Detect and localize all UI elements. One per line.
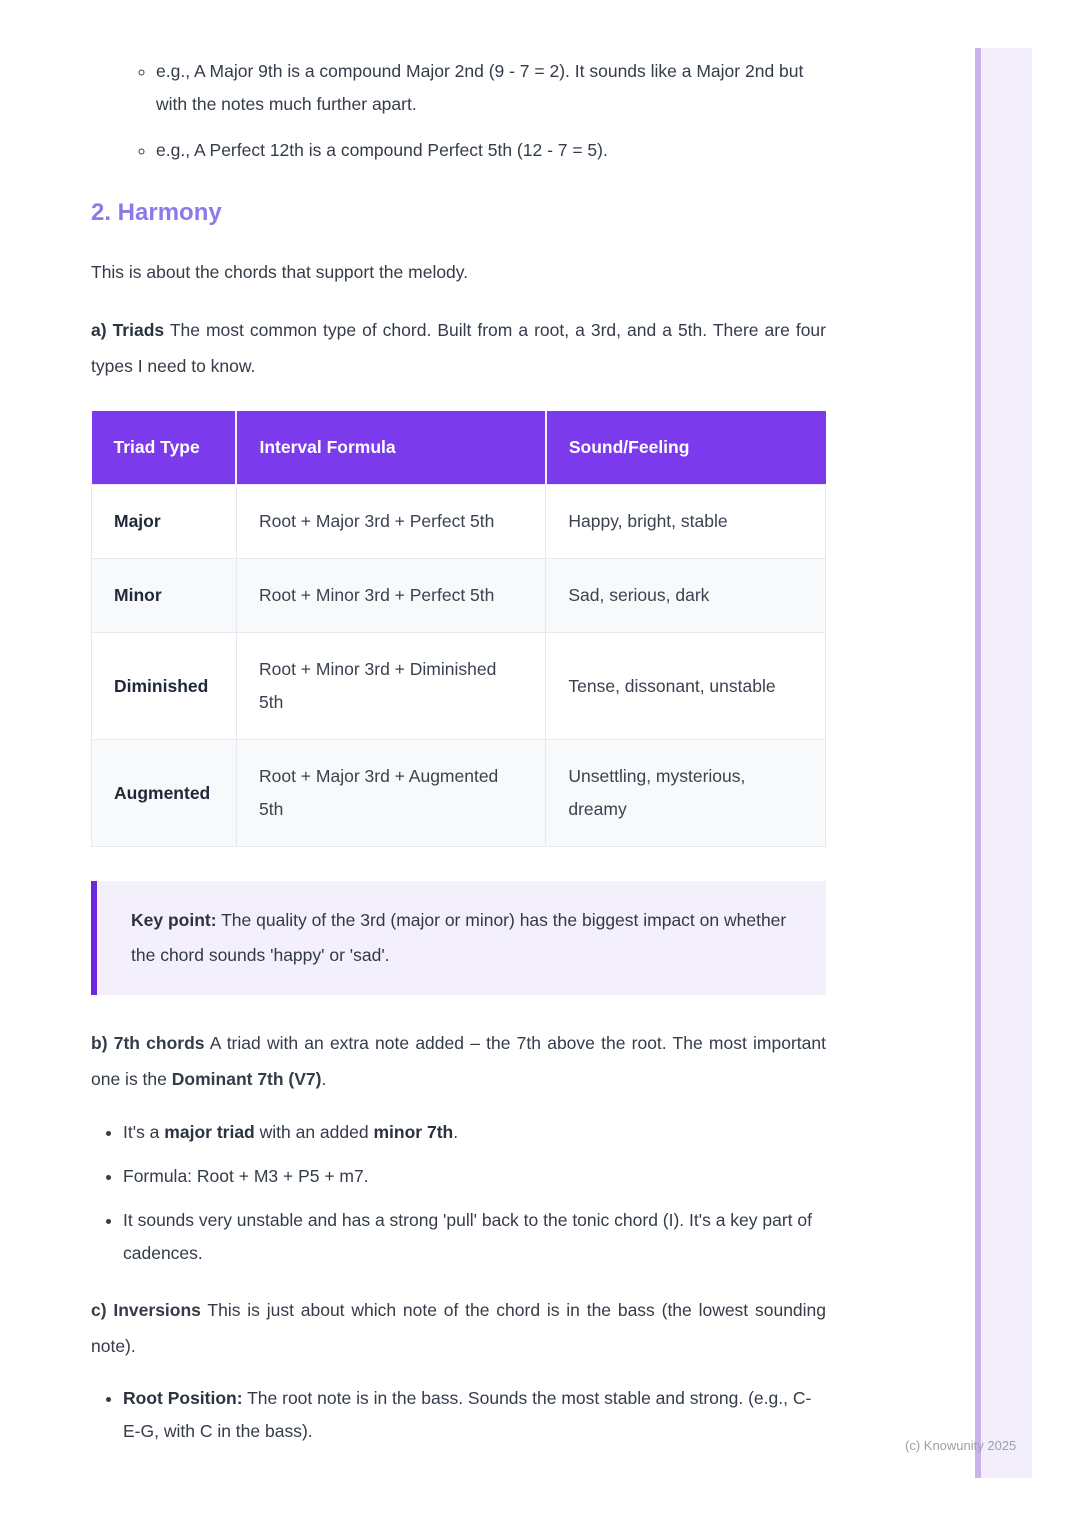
bullet-bold: minor 7th — [373, 1122, 454, 1142]
list-item — [123, 1382, 826, 1448]
section-heading-harmony: 2. Harmony — [91, 199, 222, 226]
seventh-chords-bullet-list — [91, 1116, 826, 1270]
list-item: • Formula: Root + M3 + P5 + m7. — [123, 1160, 826, 1193]
cell-sound-feeling: Happy, bright, stable — [546, 485, 826, 559]
inversions-paragraph — [91, 1292, 826, 1364]
cell-interval-formula: Root + Major 3rd + Perfect 5th — [236, 485, 545, 559]
triads-table — [91, 411, 826, 847]
next-page-edge-strip — [975, 48, 1032, 1478]
table-header-triad-type: Triad Type — [92, 411, 237, 485]
table-row — [92, 485, 826, 559]
cell-triad-type: Minor — [92, 559, 237, 633]
inversions-bullet-list — [91, 1382, 826, 1448]
footer-copyright: (c) Knowunity 2025 — [905, 1438, 1017, 1453]
inversions-label: c) Inversions — [91, 1300, 201, 1320]
inversions-text: This is just about which note of the chord is in the bass (the lowest sounding note). — [91, 1300, 827, 1356]
bullet-text: It's a — [123, 1122, 160, 1142]
cell-interval-formula: Root + Major 3rd + Augmented 5th — [236, 740, 545, 847]
table-row — [92, 633, 826, 740]
dominant-7th-bold: Dominant 7th (V7) — [171, 1069, 322, 1089]
table-header-sound-feeling: Sound/Feeling — [546, 411, 826, 485]
cell-triad-type: Augmented — [92, 740, 237, 847]
harmony-intro-paragraph: This is about the chords that support the melody. — [91, 262, 469, 282]
cell-triad-type: Diminished — [92, 633, 237, 740]
bullet-text: with an added — [259, 1122, 369, 1142]
cell-sound-feeling: Tense, dissonant, unstable — [546, 633, 826, 740]
table-row — [92, 740, 826, 847]
seventh-chords-label: b) 7th chords — [91, 1033, 205, 1053]
table-header-interval-formula: Interval Formula — [236, 411, 545, 485]
table-header-row — [92, 411, 826, 485]
table-row — [92, 559, 826, 633]
bullet-text: . — [453, 1122, 459, 1142]
cell-interval-formula: Root + Minor 3rd + Diminished 5th — [236, 633, 545, 740]
list-item: ◦ e.g., A Perfect 12th is a compound Perfect 5th (12 - 7 = 5). — [156, 134, 826, 167]
list-item: • It sounds very unstable and has a strong 'pull' back to the tonic chord (I). It's a key part of cadences. — [123, 1204, 826, 1270]
root-position-text: The root note is in the bass. Sounds the most stable and strong. (e.g., C-E-G, with C in the bass). — [123, 1388, 812, 1441]
list-item: ◦ e.g., A Major 9th is a compound Major 2nd (9 - 7 = 2). It sounds like a Major 2nd but with the notes much further apart. — [156, 55, 826, 121]
seventh-chords-text: A triad with an extra note added – the 7th above the root. The most important one is the — [91, 1033, 826, 1089]
triads-text: The most common type of chord. Built from a root, a 3rd, and a 5th. There are four types I need to know. — [91, 320, 826, 376]
cell-sound-feeling: Unsettling, mysterious, dreamy — [546, 740, 826, 847]
seventh-chords-paragraph — [91, 1025, 826, 1097]
key-point-label: Key point: — [131, 910, 217, 930]
triads-label: a) Triads — [91, 320, 165, 340]
document-page — [91, 0, 826, 1448]
triads-paragraph — [91, 312, 826, 384]
bullet-bold: major triad — [164, 1122, 255, 1142]
cell-triad-type: Major — [92, 485, 237, 559]
list-item — [123, 1116, 826, 1149]
key-point-callout — [91, 881, 826, 995]
seventh-chords-text-end: . — [321, 1069, 327, 1089]
cell-interval-formula: Root + Minor 3rd + Perfect 5th — [236, 559, 545, 633]
cell-sound-feeling: Sad, serious, dark — [546, 559, 826, 633]
compound-intervals-example-list — [91, 55, 826, 167]
root-position-label: Root Position: — [123, 1388, 243, 1408]
key-point-text: The quality of the 3rd (major or minor) has the biggest impact on whether the chord sounds 'happy' or 'sad'. — [131, 910, 787, 965]
